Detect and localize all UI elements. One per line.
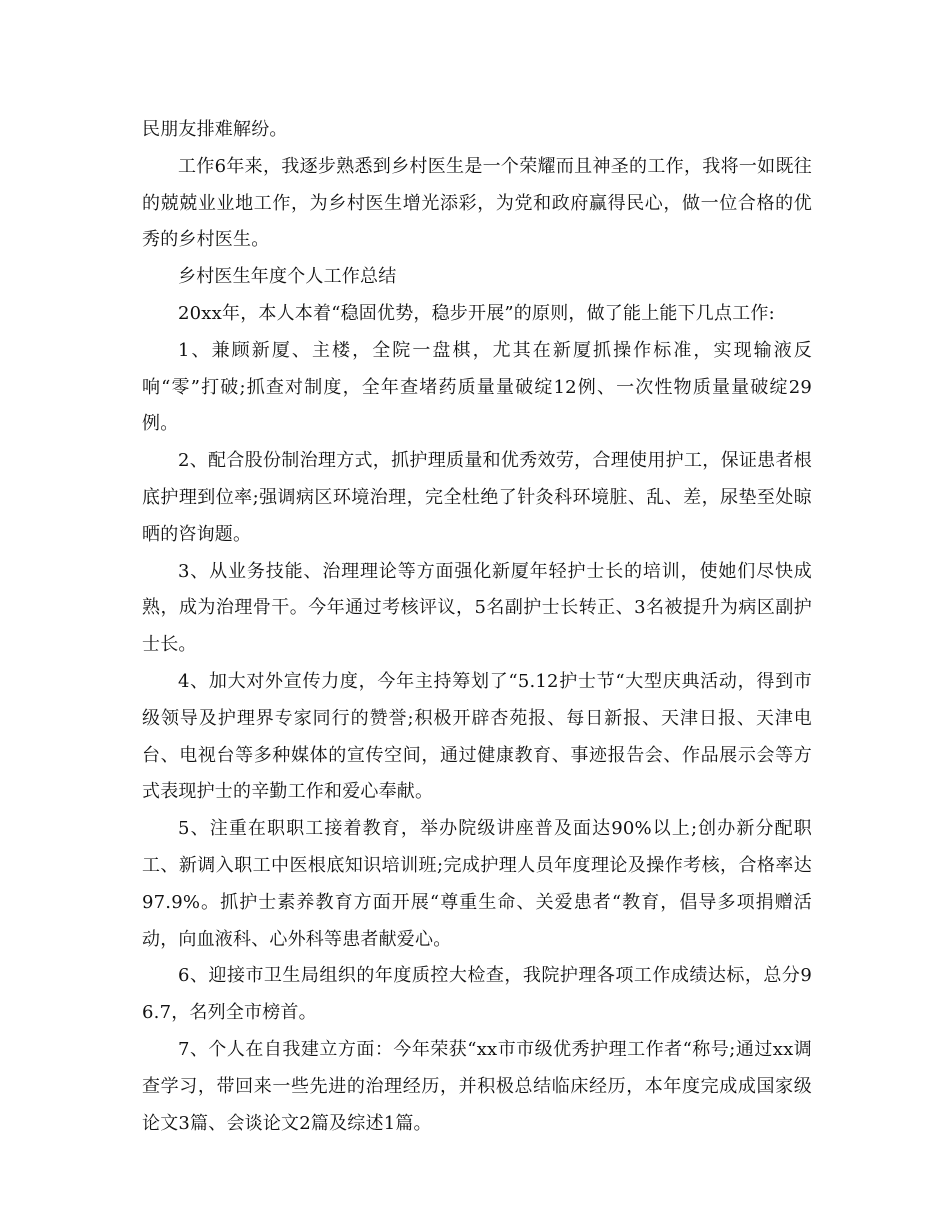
list-item-6: 6、迎接市卫生局组织的年度质控大检查，我院护理各项工作成绩达标，总分96.7，名列全市榜首。 <box>142 965 812 1024</box>
paragraph-continuation: 民朋友排难解纷。 <box>142 119 288 140</box>
list-item-3: 3、从业务技能、治理理论等方面强化新厦年轻护士长的培训，使她们尽快成熟，成为治理骨干。今年通过考核评议，5名副护士长转正、3名被提升为病区副护士长。 <box>142 560 812 656</box>
list-item-5: 5、注重在职职工接着教育，举办院级讲座普及面达90%以上;创办新分配职工、新调入职工中医根底知识培训班;完成护理人员年度理论及操作考核，合格率达97.9%。抓护士素养教育方面开展“尊重生命、关爱患者“教育，倡导多项捐赠活动，向血液科、心外科等患者献爱心。 <box>142 818 812 950</box>
list-item-2: 2、配合股份制治理方式，抓护理质量和优秀效劳，合理使用护工，保证患者根底护理到位率;强调病区环境治理，完全杜绝了针灸科环境脏、乱、差，尿垫至处晾晒的咨询题。 <box>142 450 812 545</box>
list-item-7: 7、个人在自我建立方面：今年荣获“xx市市级优秀护理工作者“称号;通过xx调查学习，带回来一些先进的治理经历，并积极总结临床经历，本年度完成成国家级论文3篇、会谈论文2篇及综述1篇。 <box>142 1038 812 1134</box>
list-item-1: 1、兼顾新厦、主楼，全院一盘棋，尤其在新厦抓操作标准，实现输液反响“零”打破;抓查对制度，全年查堵药质量量破绽12例、一次性物质量量破绽29例。 <box>142 339 812 435</box>
paragraph: 工作6年来，我逐步熟悉到乡村医生是一个荣耀而且神圣的工作，我将一如既往的兢兢业业地工作，为乡村医生增光添彩，为党和政府赢得民心，做一位合格的优秀的乡村医生。 <box>142 155 812 251</box>
document-body <box>142 112 812 1142</box>
paragraph: 20xx年，本人本着“稳固优势，稳步开展”的原则，做了能上能下几点工作: <box>178 302 775 324</box>
list-item-4: 4、加大对外宣传力度，今年主持筹划了“5.12护士节“大型庆典活动，得到市级领导及护理界专家同行的赞誉;积极开辟杏苑报、每日新报、天津日报、天津电台、电视台等多种媒体的宣传空间，通过健康教育、事迹报告会、作品展示会等方式表现护士的辛勤工作和爱心奉献。 <box>142 670 812 803</box>
section-heading: 乡村医生年度个人工作总结 <box>178 266 397 288</box>
